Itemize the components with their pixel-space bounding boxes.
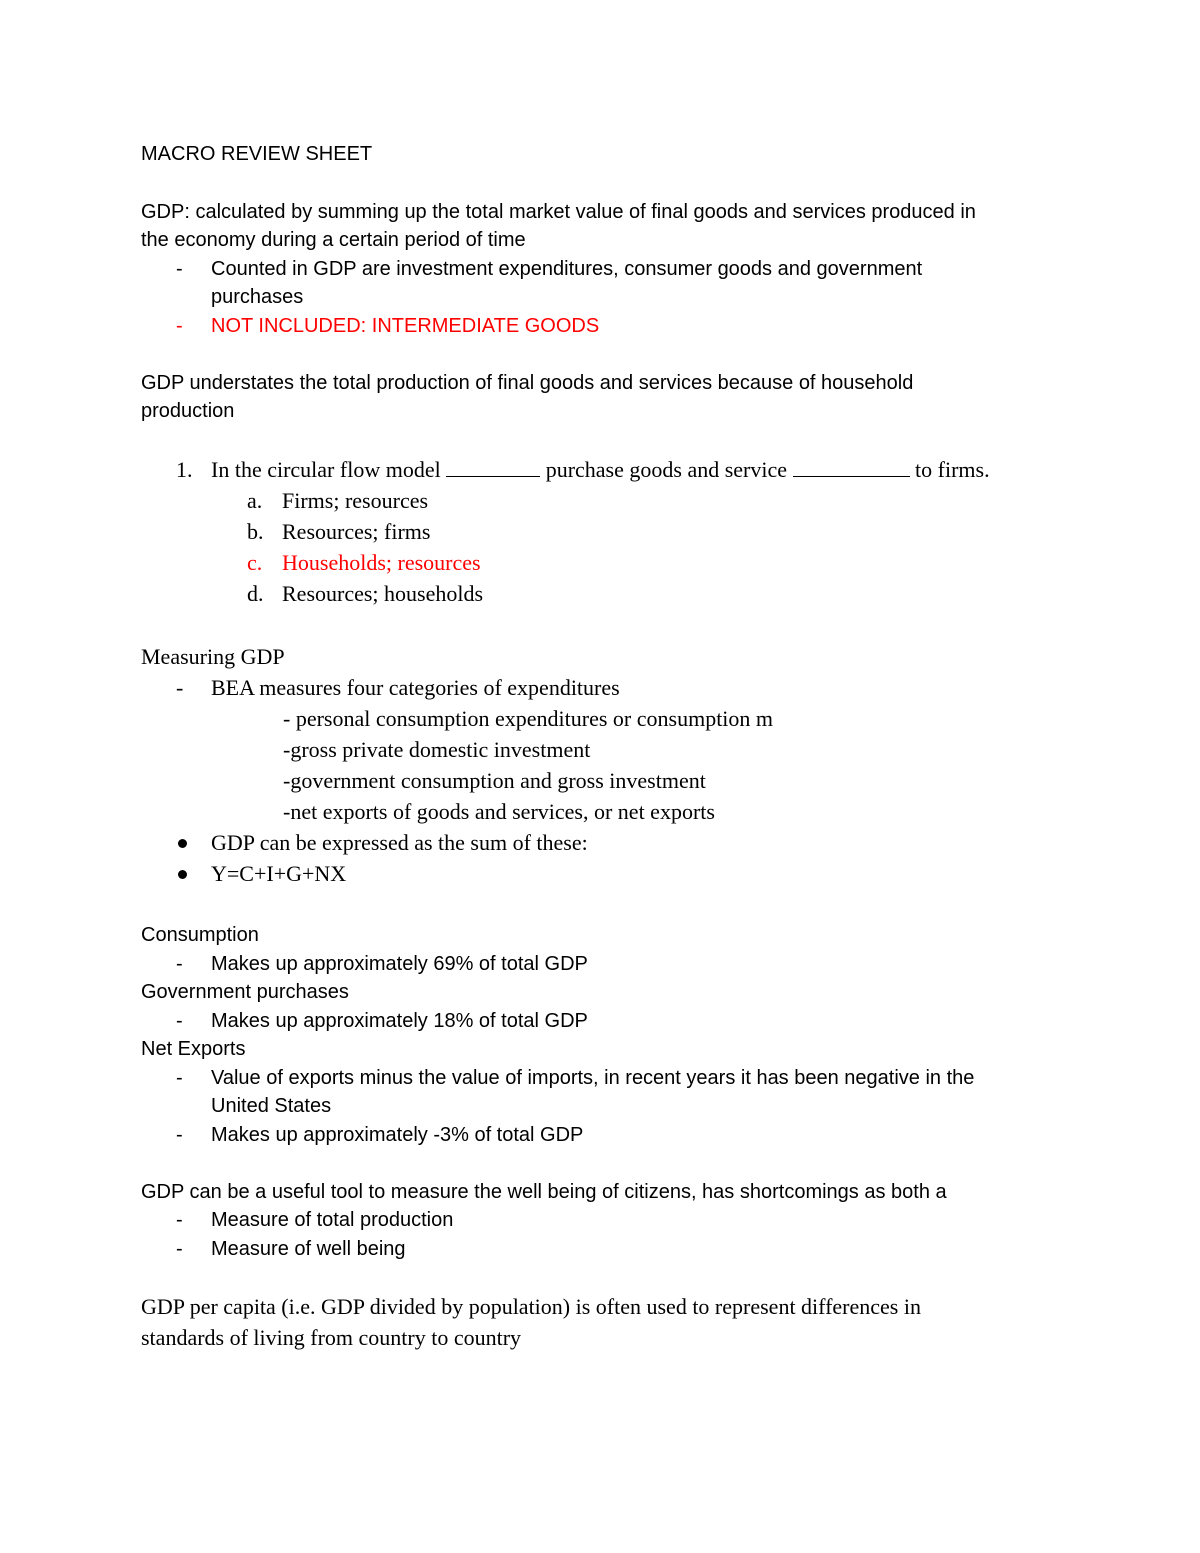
option-letter: b.: [247, 519, 264, 544]
net-exports-heading: Net Exports: [141, 1038, 246, 1060]
category-item: - personal consumption expenditures or consumption m: [283, 706, 774, 731]
option-letter: c.: [247, 550, 263, 575]
government-heading: Government purchases: [141, 981, 349, 1003]
net-exports-note-line-2: United States: [211, 1095, 332, 1117]
question-text: [211, 454, 990, 485]
bullet-dot-icon: [178, 839, 187, 848]
answer-blank-2: [793, 458, 910, 477]
gdp-equation: Y=C+I+G+NX: [211, 861, 347, 886]
understates-line-1: GDP understates the total production of final goods and services because of household: [141, 372, 914, 394]
not-included-note: NOT INCLUDED: INTERMEDIATE GOODS: [211, 315, 600, 337]
per-capita-line-1: GDP per capita (i.e. GDP divided by population) is often used to represent differences in: [141, 1294, 921, 1319]
understates-line-2: production: [141, 400, 235, 422]
gdp-definition-line-1: GDP: calculated by summing up the total market value of final goods and services produced in: [141, 201, 976, 223]
question-part-3: to firms.: [915, 457, 990, 482]
bullet-dot-icon: [178, 870, 187, 879]
question-number: 1.: [176, 457, 193, 482]
dash-marker: -: [176, 1124, 183, 1146]
net-exports-note-line-1: Value of exports minus the value of imports, in recent years it has been negative in the: [211, 1067, 975, 1089]
dash-marker: -: [176, 953, 183, 975]
wellbeing-item: Measure of well being: [211, 1238, 406, 1260]
option-text: Resources; households: [282, 581, 484, 606]
option-text-correct: Households; resources: [282, 550, 481, 575]
option-text: Firms; resources: [282, 488, 429, 513]
net-exports-note-2: Makes up approximately -3% of total GDP: [211, 1124, 584, 1146]
consumption-note: Makes up approximately 69% of total GDP: [211, 953, 588, 975]
measuring-heading: Measuring GDP: [141, 644, 285, 669]
category-item: -net exports of goods and services, or net exports: [283, 799, 715, 824]
wellbeing-item: Measure of total production: [211, 1209, 454, 1231]
per-capita-line-2: standards of living from country to country: [141, 1325, 522, 1350]
dash-marker: -: [176, 258, 183, 280]
dash-marker: -: [176, 1010, 183, 1032]
answer-blank-1: [446, 458, 540, 477]
question-part-1: In the circular flow model: [211, 457, 441, 482]
government-note: Makes up approximately 18% of total GDP: [211, 1010, 588, 1032]
option-text: Resources; firms: [282, 519, 431, 544]
gdp-counted-line-1: Counted in GDP are investment expenditures, consumer goods and government: [211, 258, 923, 280]
dash-marker: -: [176, 1067, 183, 1089]
option-letter: a.: [247, 488, 263, 513]
gdp-definition-line-2: the economy during a certain period of time: [141, 229, 526, 251]
dash-marker: -: [176, 315, 183, 337]
dash-marker: -: [176, 1209, 183, 1231]
option-letter: d.: [247, 581, 264, 606]
consumption-heading: Consumption: [141, 924, 259, 946]
dash-marker: -: [176, 675, 184, 700]
question-part-2: purchase goods and service: [545, 457, 788, 482]
gdp-sum-note: GDP can be expressed as the sum of these:: [211, 830, 588, 855]
category-item: -gross private domestic investment: [283, 737, 591, 762]
bea-categories: BEA measures four categories of expenditures: [211, 675, 620, 700]
wellbeing-line: GDP can be a useful tool to measure the well being of citizens, has shortcomings as both a: [141, 1181, 947, 1203]
category-item: -government consumption and gross investment: [283, 768, 706, 793]
dash-marker: -: [176, 1238, 183, 1260]
gdp-counted-line-2: purchases: [211, 286, 304, 308]
document-title: MACRO REVIEW SHEET: [141, 143, 373, 165]
